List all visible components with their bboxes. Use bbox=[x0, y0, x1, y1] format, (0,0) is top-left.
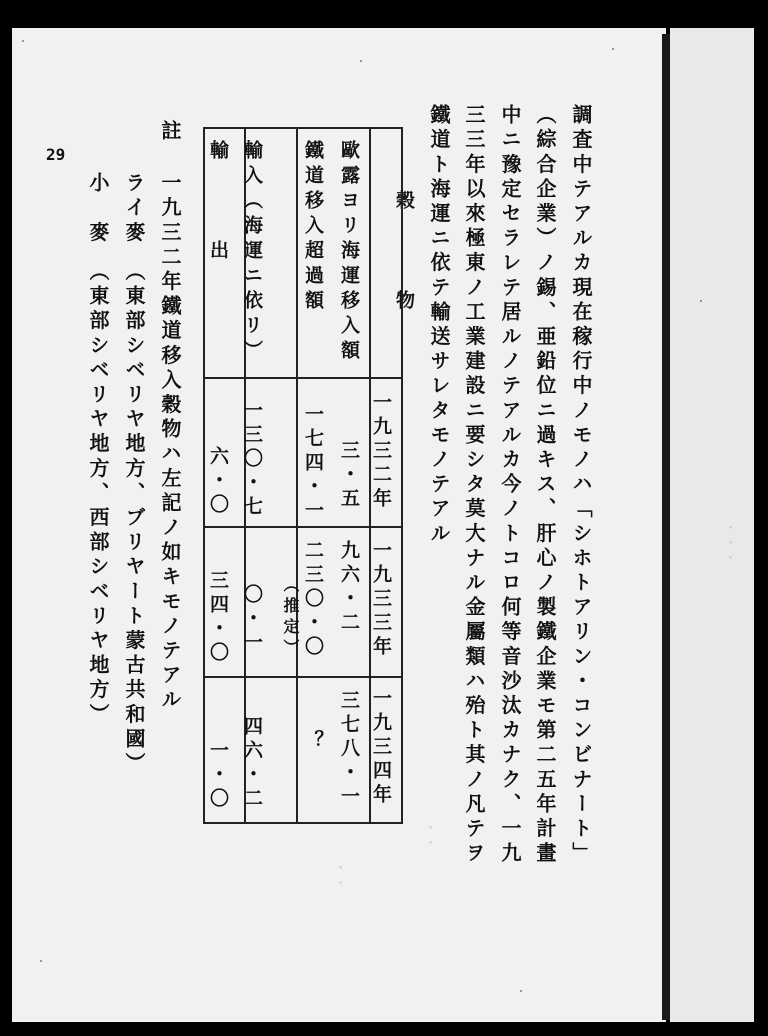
scan-speck bbox=[520, 990, 522, 992]
value-cell: 一・〇 bbox=[207, 740, 229, 812]
row-label-export: 輸 出 bbox=[207, 140, 229, 265]
table-rule bbox=[205, 526, 401, 528]
value-cell: 四六・二 bbox=[241, 716, 263, 812]
scan-speck bbox=[612, 48, 614, 50]
scan-speck bbox=[40, 960, 42, 962]
value-cell: 三・五 bbox=[338, 440, 360, 512]
facing-page-edge bbox=[670, 28, 754, 1022]
book-spine bbox=[662, 34, 670, 1020]
table-rule bbox=[205, 676, 401, 678]
note-line-2: ライ麥 （東部シベリヤ地方、ブリヤート蒙古共和國） bbox=[122, 172, 146, 777]
page-number: 29 bbox=[46, 145, 66, 164]
value-note-estimated: （推定） bbox=[281, 576, 300, 660]
value-cell: 三七八・一 bbox=[338, 690, 360, 810]
row-label-import: 輸入（海運ニ依リ） bbox=[241, 140, 263, 365]
body-line-3: 中ニ豫定セラレテ居ルノテアルカ今ノトコロ何等音沙汰カナク、一九 bbox=[498, 104, 522, 867]
body-line-2: （綜合企業）ノ錫、亜鉛位ニ過キス、肝心ノ製鐵企業モ第二五年計畫 bbox=[533, 104, 557, 867]
year-header-1933: 一九三三年 bbox=[370, 540, 392, 660]
notes-label: 註 bbox=[158, 120, 182, 145]
table-header-label: 穀 物 bbox=[393, 190, 415, 315]
table-rule bbox=[205, 377, 401, 379]
note-line-1: 一九三二年鐵道移入穀物ハ左記ノ如キモノテアル bbox=[158, 172, 182, 714]
value-cell: 〇・一 bbox=[241, 584, 263, 656]
body-line-1: 調査中テアルカ現在稼行中ノモノハ「シホトアリン・コンビナート」 bbox=[569, 104, 593, 867]
scan-speck bbox=[700, 300, 702, 302]
value-cell: 二三〇・〇 bbox=[302, 540, 324, 660]
bleed-through-mark: ・・ bbox=[331, 860, 349, 890]
table-rule bbox=[296, 129, 298, 822]
value-cell: 六・〇 bbox=[207, 446, 229, 518]
value-cell: 一三〇・七 bbox=[241, 400, 263, 520]
year-header-1932: 一九三二年 bbox=[370, 392, 392, 512]
value-cell: ？ bbox=[302, 730, 324, 754]
value-cell: 九六・二 bbox=[338, 540, 360, 636]
value-cell: 一七四・一 bbox=[302, 404, 324, 524]
bleed-through-mark: ・・・ bbox=[721, 520, 739, 565]
bleed-through-mark: ・・ bbox=[421, 820, 439, 850]
row-label-rail-surplus: 鐵道移入超過額 bbox=[302, 140, 324, 315]
scan-speck bbox=[360, 60, 362, 62]
body-line-5: 鐵道ト海運ニ依テ輸送サレタモノテアル bbox=[427, 104, 451, 547]
value-cell: 三四・〇 bbox=[207, 570, 229, 666]
scan-speck bbox=[22, 40, 24, 42]
body-line-4: 三三年以來極東ノ工業建設ニ要シタ莫大ナル金屬類ハ殆ト其ノ凡テヲ bbox=[462, 104, 486, 867]
year-header-1934: 一九三四年 bbox=[370, 688, 392, 808]
note-line-3: 小 麥 （東部シベリヤ地方、西部シベリヤ地方） bbox=[86, 172, 110, 728]
row-label-europe-sea: 歐露ヨリ海運移入額 bbox=[338, 140, 360, 365]
